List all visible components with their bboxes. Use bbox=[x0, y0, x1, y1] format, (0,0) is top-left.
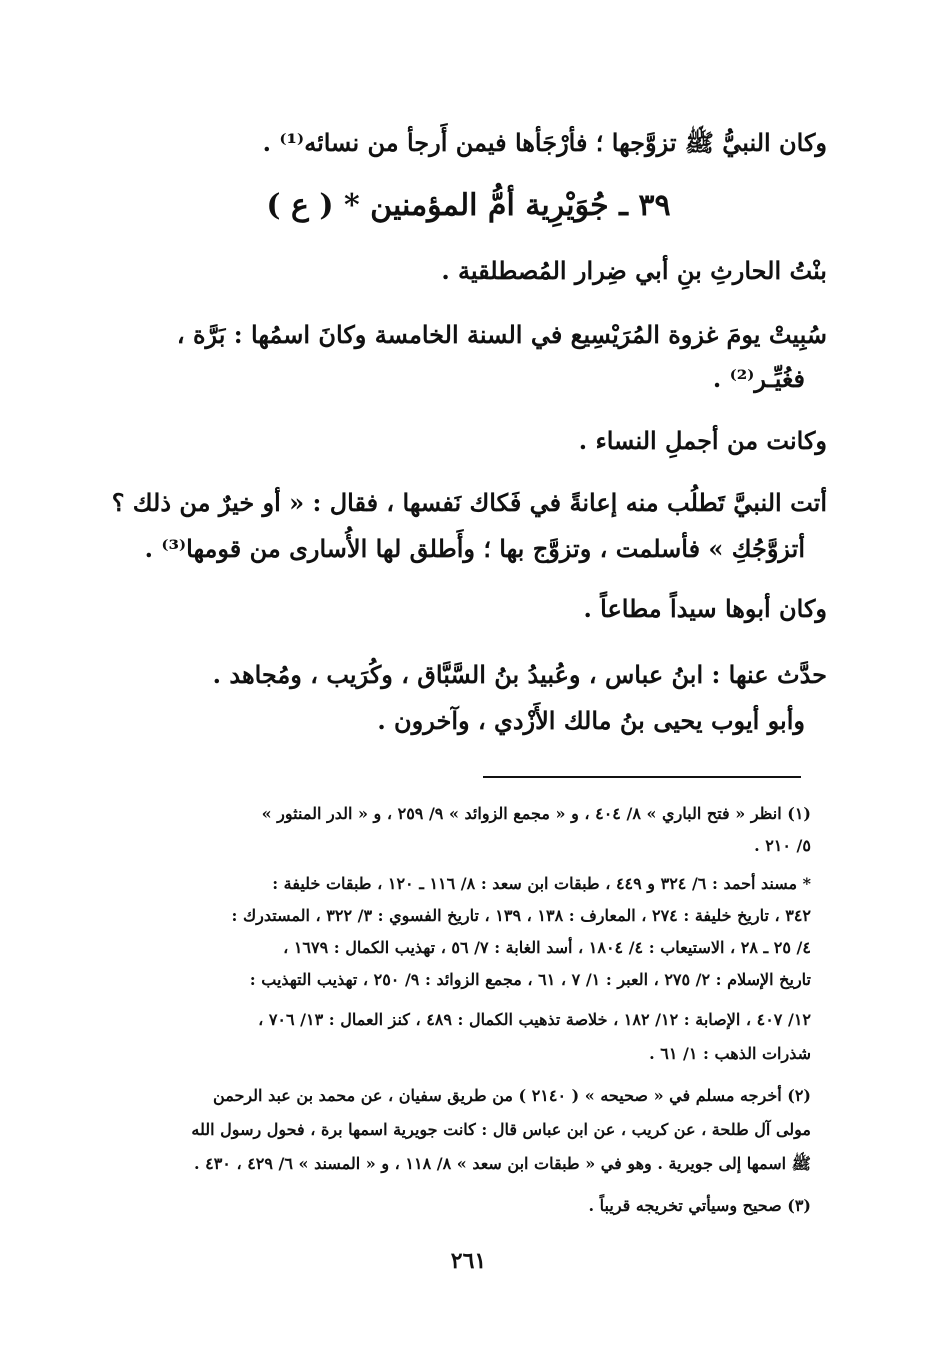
sources-line: شذرات الذهب : ١/ ٦١ . bbox=[649, 1044, 811, 1063]
sources-line: ١٢/ ٤٠٧ ، الإصابة : ١٢/ ١٨٢ ، خلاصة تذهيب الكمال : ٤٨٩ ، كنز العمال : ١٣/ ٧٠٦ ، bbox=[258, 1010, 811, 1029]
footnote-line: ﷺ اسمها إلى جويرية . وهو في « طبقات ابن سعد » ٨/ ١١٨ ، و « المسند » ٦/ ٤٢٩ ، ٤٣٠ . bbox=[193, 1154, 811, 1173]
paragraph-line: وكانت من أجملِ النساء . bbox=[578, 426, 827, 455]
footnote-line: (٣) صحيح وسيأتي تخريجه قريباً . bbox=[588, 1196, 811, 1215]
sources-line: ٣٤٢ ، تاريخ خليفة : ٢٧٤ ، المعارف : ١٣٨ ، ١٣٩ ، تاريخ الفسوي : ٣/ ٣٢٢ ، المستدرك : bbox=[231, 906, 811, 925]
paragraph-line: فغُيِّـر⁽²⁾ . bbox=[712, 364, 805, 393]
footnote-line: (١) انظر « فتح الباري » ٨/ ٤٠٤ ، و « مجمع الزوائد » ٩/ ٢٥٩ ، و « الدر المنثور » bbox=[261, 804, 811, 823]
paragraph-line: بنْتُ الحارثِ بنِ أبي ضِرار المُصطلقية . bbox=[441, 256, 827, 285]
paragraph-line: أتت النبيَّ تَطلُب منه إعانةً في فَكاك نَفسها ، فقال : « أو خيرٌ من ذلك ؟ bbox=[111, 488, 827, 517]
entry-heading: ٣٩ ـ جُوَيْرِية أمُّ المؤمنين * ( ع ) bbox=[266, 188, 671, 223]
sources-line: ٤/ ٢٥ ـ ٢٨ ، الاستيعاب : ٤/ ١٨٠٤ ، أسد الغابة : ٧/ ٥٦ ، تهذيب الكمال : ١٦٧٩ ، bbox=[283, 938, 811, 957]
paragraph-line: وكان أبوها سيداً مطاعاً . bbox=[583, 594, 827, 623]
footnote-divider bbox=[483, 776, 801, 778]
paragraph-line: وكان النبيُّ ﷺ تزوَّجها ؛ فأرْجَأها فيمن أَرجأ من نسائه⁽¹⁾ . bbox=[262, 128, 827, 157]
paragraph-line: أتزوَّجُكِ » فأسلمت ، وتزوَّج بها ؛ وأَطلق لها الأُسارى من قومها⁽³⁾ . bbox=[144, 534, 805, 563]
footnote-line: مولى آل طلحة ، عن كريب ، عن ابن عباس قال : كانت جويرية اسمها برة ، فحول رسول الله bbox=[191, 1120, 811, 1139]
sources-line: * مسند أحمد : ٦/ ٣٢٤ و ٤٤٩ ، طبقات ابن سعد : ٨/ ١١٦ ـ ١٢٠ ، طبقات خليفة : bbox=[272, 874, 811, 893]
footnote-line: (٢) أخرجه مسلم في « صحيحه » ( ٢١٤٠ ) من طريق سفيان ، عن محمد بن عبد الرحمن bbox=[213, 1086, 811, 1105]
paragraph-line: حدَّث عنها : ابنُ عباس ، وعُبيدُ بنُ السَّبَّاق ، وكُرَيب ، ومُجاهد . bbox=[212, 660, 827, 689]
footnote-line: ٥/ ٢١٠ . bbox=[754, 836, 811, 855]
page-number: ٢٦١ bbox=[450, 1248, 487, 1274]
sources-line: تاريخ الإسلام : ٢/ ٢٧٥ ، العبر : ١/ ٧ ، ٦١ ، مجمع الزوائد : ٩/ ٢٥٠ ، تهذيب التهذيب : bbox=[249, 970, 811, 989]
paragraph-line: وأبو أيوب يحيى بنُ مالك الأَزْدي ، وآخرون . bbox=[377, 706, 805, 735]
paragraph-line: سُبِيتْ يومَ غزوة المُرَيْسِيع في السنة الخامسة وكانَ اسمُها : بَرَّة ، bbox=[176, 320, 827, 349]
